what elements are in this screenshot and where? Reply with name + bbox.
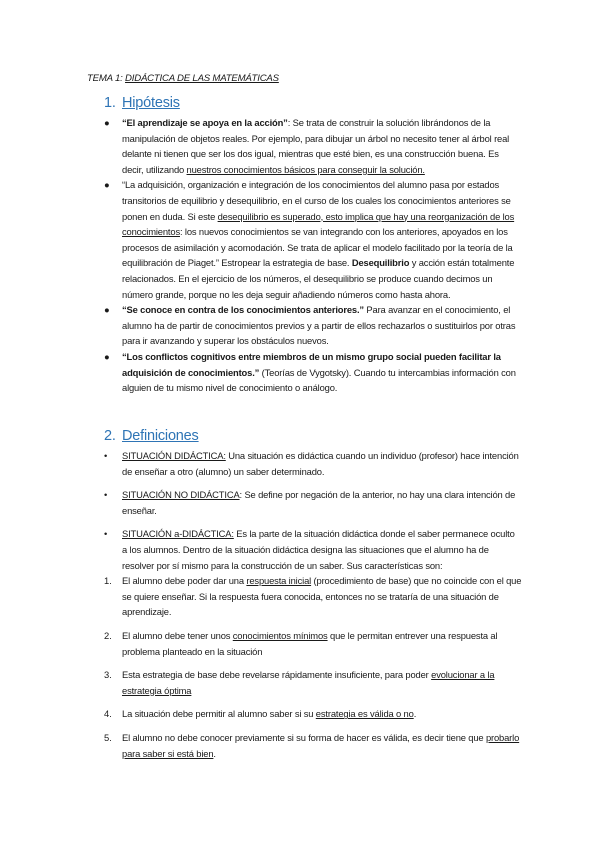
numbered-item [104,628,522,659]
body-text: que le permitan entrever una respuesta al problema planteado en la situación [122,629,498,657]
bold-text: “Se conoce en contra de los conocimientos anteriores.” [122,304,364,316]
title-prefix: TEMA 1: [87,73,126,84]
section-number: 1. [104,95,116,111]
definition-text: : Se define por negación de la anterior, no hay una clara intención de enseñar. [122,489,516,516]
bullet-icon: • [104,489,108,501]
section-title: Hipótesis [122,95,180,111]
definition-item [104,448,522,479]
numbered-item [104,706,522,722]
body-text: y acción están totalmente relacionados. En el ejercicio de los números, el desequilibrio se produce cuando decimos un número grande, porque no les deja seguir añadiendo números como hasta ahora. [122,257,515,300]
bold-text: “Los conflictos cognitivos entre miembros de un mismo grupo social pueden facilitar la adquisición de conocimientos.” [122,350,501,378]
definition-term: SITUACIÓN a-DIDÁCTICA: [122,528,234,540]
item-number: 5. [104,731,112,743]
definition-text: Una situación es didáctica cuando un individuo (profesor) hace intención de enseñar a otro (alumno) un saber determinado. [122,450,519,477]
list-item [104,115,522,177]
list-item [104,302,522,349]
item-number: 1. [104,575,112,587]
body-text: (procedimiento de base) que no coincide con el que se quiere enseñar. Si la respuesta fuera conocida, entonces no se trataría de una situación de aprendizaje. [122,575,522,618]
numbered-item [104,667,522,698]
bullet-icon: • [104,450,108,461]
bullet-icon: • [104,528,108,540]
underlined-text: desequilibrio es superado, esto implica que hay una reorganización de los conocimientos [122,210,515,238]
body-text: . [413,708,417,720]
section-number: 2. [104,428,116,444]
underlined-text: nuestros conocimientos básicos para conseguir la solución. [186,163,425,175]
bold-text: Desequilibrio [351,257,410,269]
bullet-icon: ● [104,117,110,128]
underlined-text: conocimientos mínimos [232,629,328,641]
bullet-icon: ● [104,179,110,191]
body-text: “La adquisición, organización e integración de los conocimientos del alumno pasa por estados transitorios de equilibrio y desequilibrio, en el curso de los cuales los conocimientos anteriores se ponen en duda. Si este [122,179,511,222]
body-text: (Teorías de Vygotsky). Cuando tu intercambias información con alguien de tu mismo nivel de conocimiento o análogo. [122,366,516,394]
bullet-icon: ● [104,304,110,316]
numbered-item [104,573,522,620]
body-text: El alumno no debe conocer previamente si su forma de hacer es válida, es decir tiene que [122,731,486,743]
body-text: : los nuevos conocimientos se van integrando con los anteriores, apoyados en los procesos de asimilación y acomodación. Se trata de aplicar el modelo facilitado por la teoría de la equilibración de Piaget.” Estropear la estrategia de base. [122,226,513,269]
item-number: 3. [104,669,112,681]
definition-term: SITUACIÓN DIDÁCTICA: [122,450,226,461]
body-text: Para avanzar en el conocimiento, el alumno ha de partir de conocimientos previos y a partir de ellos rechazarlos o sustituirlos por otras para ir avanzando y superar los obstáculos nuevos. [122,304,516,347]
definiciones-list [104,448,522,761]
body-text: La situación debe permitir al alumno saber si su [122,708,316,720]
section-title: Definiciones [122,428,199,444]
item-number: 2. [104,629,112,641]
body-text: : Se trata de construir la solución librándonos de la manipulación de objetos reales. Por ejemplo, para dibujar un árbol no necesito tener al árbol real delante ni tienen que ser los dos igual, mientras que esté bien, es una construcción buena. Es decir, utilizando [122,117,510,175]
list-item [104,177,522,302]
section-heading-definiciones [104,428,199,444]
document-title [87,73,279,84]
definition-item [104,487,522,518]
item-number: 4. [104,708,112,720]
bold-text: “El aprendizaje se apoya en la acción” [122,117,288,128]
hipotesis-list [104,115,522,396]
bullet-icon: ● [104,350,110,362]
section-heading-hipotesis [104,95,180,111]
list-item [104,349,522,396]
body-text: El alumno debe poder dar una [122,575,247,587]
underlined-text: probarlo para saber si está bien [122,731,520,759]
body-text: . [213,747,216,759]
underlined-text: evolucionar a la estrategia óptima [122,669,495,696]
numbered-item [104,730,522,761]
body-text: Esta estrategia de base debe revelarse rápidamente insuficiente, para poder [122,669,432,681]
definition-text: Es la parte de la situación didáctica donde el saber permanece oculto a los alumnos. Dentro de la situación didáctica designa las situaciones que el alumno ha de resolver por sí mismo para la construcción de un saber. Sus características son: [122,528,515,571]
underlined-text: estrategia es válida o no [315,708,414,720]
title-text: DIDÁCTICA DE LAS MATEMÁTICAS [125,73,279,84]
body-text: El alumno debe tener unos [122,629,233,641]
definition-term: SITUACIÓN NO DIDÁCTICA [122,489,240,501]
definition-item [104,526,522,573]
underlined-text: respuesta inicial [246,575,312,587]
